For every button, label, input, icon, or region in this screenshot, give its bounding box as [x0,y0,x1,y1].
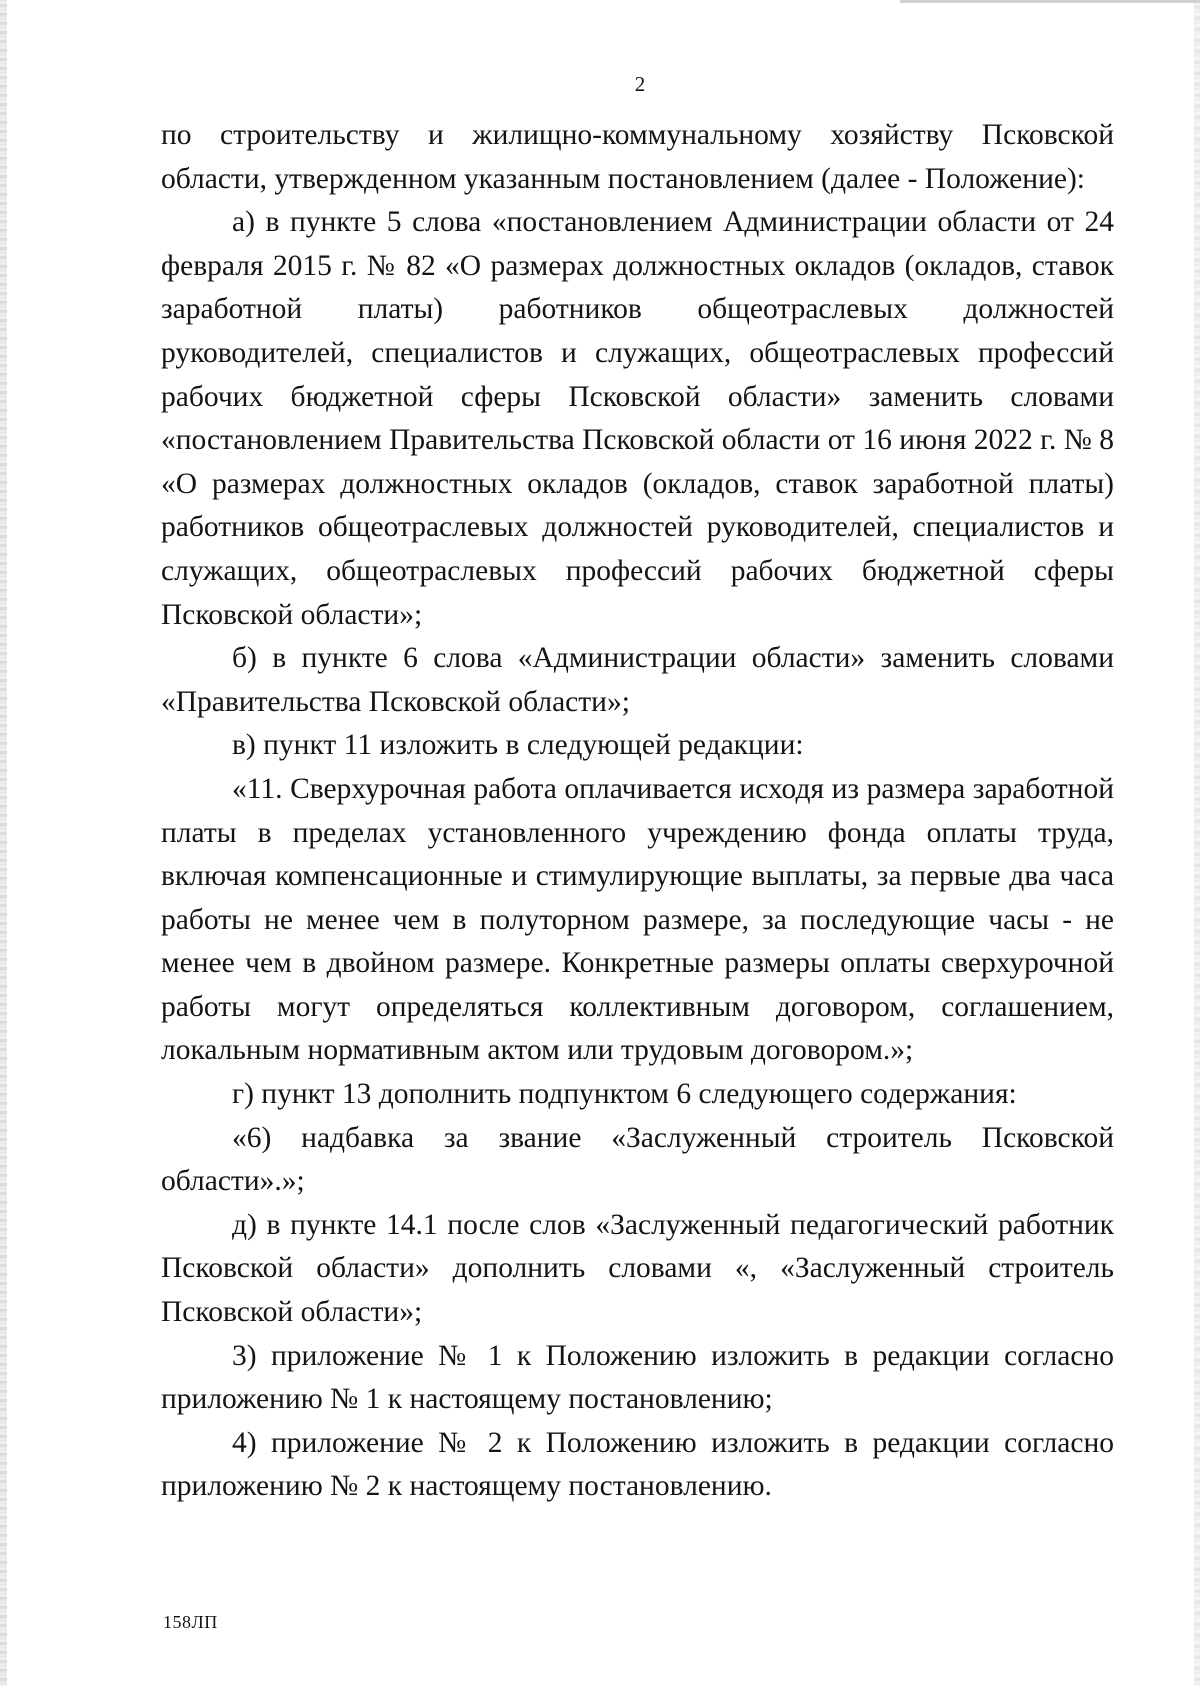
paragraph-item-b: б) в пункте 6 слова «Администрации области» заменить словами «Правительства Псковской области»; [161,642,1114,718]
paragraph-item-a: а) в пункте 5 слова «постановлением Администрации области от 24 февраля 2015 г. № 82 «О размерах должностных окладов (окладов, ставок заработной платы) работников общеотраслевых должностей руководителей, специалистов и служащих, общеотраслевых профессий рабочих бюджетной сферы Псковской области» заменить словами «постановлением Правительства Псковской области от 16 июня 2022 г. № 8 «О размерах должностных окладов (окладов, ставок заработной платы) работников общеотраслевых должностей руководителей, специалистов и служащих, общеотраслевых профессий рабочих бюджетной сферы Псковской области»; [161,206,1114,631]
document-body [161,114,1114,1509]
page-number: 2 [634,72,646,96]
paragraph-continuation: по строительству и жилищно-коммунальному хозяйству Псковской области, утвержденном указанным постановлением (далее - Положение): [161,119,1114,195]
paragraph-item-d: д) в пункте 14.1 после слов «Заслуженный педагогический работник Псковской области» дополнить словами «, «Заслуженный строитель Псковской области»; [161,1208,1114,1329]
paragraph-item-4: 4) приложение № 2 к Положению изложить в редакции согласно приложению № 2 к настоящему постановлению. [161,1426,1114,1503]
paragraph-quote-6: «6) надбавка за звание «Заслуженный строитель Псковской области».»; [161,1121,1114,1198]
paragraph-quote-11: «11. Сверхурочная работа оплачивается исходя из размера заработной платы в пределах установленного учреждению фонда оплаты труда, включая компенсационные и стимулирующие выплаты, за первые два часа работы не менее чем в полуторном размере, за последующие часы - не менее чем в двойном размере. Конкретные размеры оплаты сверхурочной работы могут определяться коллективным договором, соглашением, локальным нормативным актом или трудовым договором.»; [161,772,1114,1067]
scan-edge-top [900,0,1200,3]
scan-edge-right [1194,0,1200,1686]
document-code: 158ЛП [163,1612,218,1632]
scan-edge-left [0,0,7,1686]
paragraph-item-g: г) пункт 13 дополнить подпунктом 6 следующего содержания: [232,1078,1017,1111]
paragraph-item-v: в) пункт 11 изложить в следующей редакции: [232,729,804,762]
paragraph-item-3: 3) приложение № 1 к Положению изложить в редакции согласно приложению № 1 к настоящему постановлению; [161,1339,1114,1416]
